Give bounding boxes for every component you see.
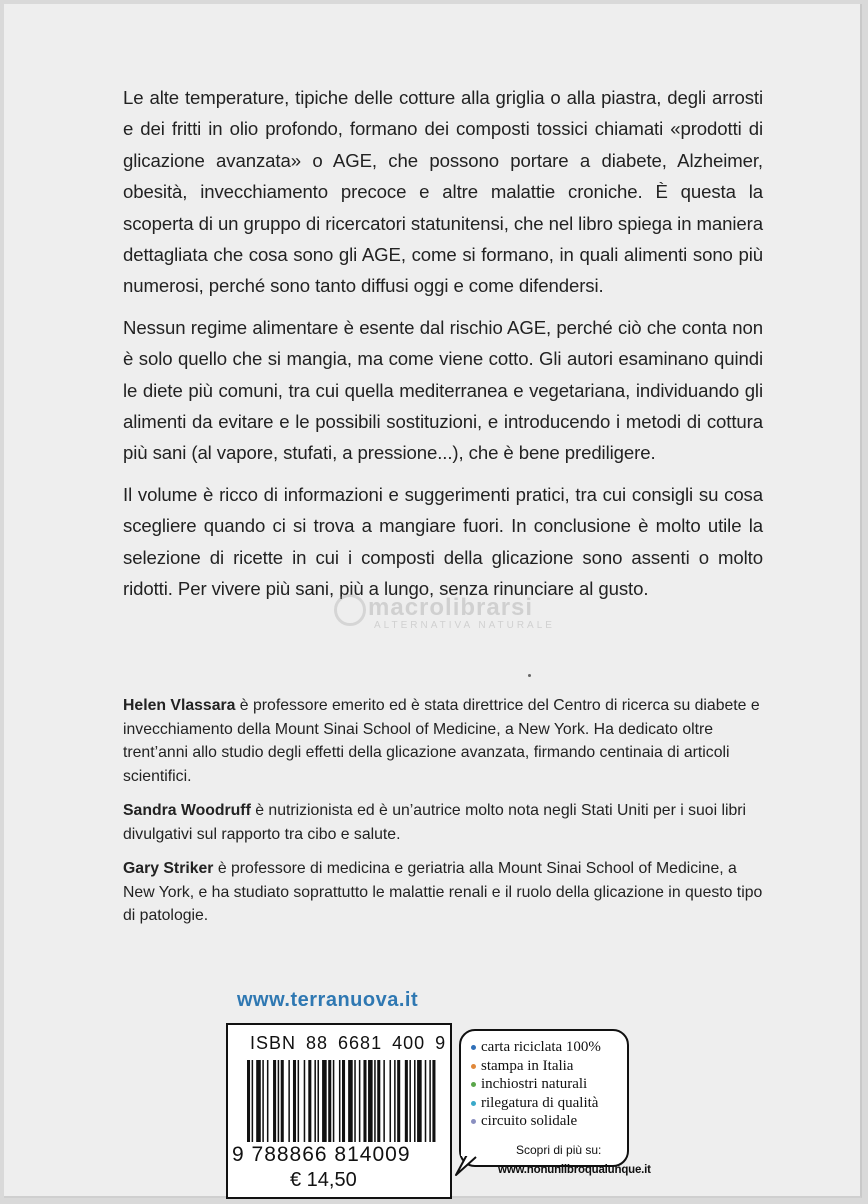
barcode-bar — [298, 1060, 300, 1142]
barcode-bar — [293, 1060, 296, 1142]
blurb-paragraph-2: Nessun regime alimentare è esente dal rischio AGE, perché ciò che conta non è solo quello che si mangia, ma come viene cotto. Gli autori esaminano quindi le diete più comuni, tra cui quella mediterranea e vegetariana, individuando gli alimenti da evitare e le possibili sostituzioni, e introducendo i metodi di cottura più sani (al vapore, stufati, a pressione...), che è bene prediligere. — [123, 316, 763, 464]
macrolibrarsi-watermark — [334, 594, 594, 636]
barcode-bar — [354, 1060, 356, 1142]
ean-number: 9 788866 814009 — [232, 1143, 411, 1166]
bullet-dot-icon — [471, 1119, 476, 1124]
eco-item-label: carta riciclata 100% — [481, 1039, 601, 1055]
eco-item-label: circuito solidale — [481, 1113, 578, 1130]
barcode-bar — [262, 1060, 264, 1142]
author-bio — [123, 857, 763, 928]
barcode-icon — [247, 1060, 437, 1142]
barcode-panel — [226, 1023, 452, 1199]
author-bio — [123, 799, 763, 846]
barcode-bar — [322, 1060, 327, 1142]
eco-list-item — [471, 1057, 627, 1076]
barcode-bar — [333, 1060, 335, 1142]
barcode-bar — [278, 1060, 280, 1142]
barcode-bar — [304, 1060, 306, 1142]
barcode-bar — [342, 1060, 345, 1142]
barcode-bar — [394, 1060, 396, 1142]
barcode-bar — [414, 1060, 416, 1142]
print-speck — [528, 674, 531, 677]
eco-list — [461, 1031, 627, 1131]
price: € 14,50 — [290, 1169, 357, 1191]
eco-list-item — [471, 1094, 627, 1113]
watermark-name: macrolibrarsi — [368, 594, 534, 621]
bullet-dot-icon — [471, 1064, 476, 1069]
bullet-dot-icon — [471, 1101, 476, 1106]
barcode-bar — [390, 1060, 392, 1142]
watermark-logo-icon — [334, 594, 366, 626]
isbn-number: ISBN 88 6681 400 9 — [250, 1033, 447, 1053]
author-name: Helen Vlassara — [123, 697, 236, 714]
barcode-bar — [363, 1060, 366, 1142]
author-name: Gary Striker — [123, 860, 214, 877]
barcode-bar — [383, 1060, 385, 1142]
barcode-bar — [252, 1060, 254, 1142]
barcode-bar — [328, 1060, 331, 1142]
scopri-label: Scopri di più su: — [516, 1143, 602, 1157]
eco-website-link[interactable]: www.nonunlibroqualunque.it — [498, 1164, 651, 1176]
barcode-bar — [348, 1060, 353, 1142]
author-bio-text: è nutrizionista ed è un’autrice molto nota negli Stati Uniti per i suoi libri divulgativi sul rapporto tra cibo e salute. — [123, 802, 747, 843]
barcode-bar — [317, 1060, 319, 1142]
barcode-bar — [247, 1060, 250, 1142]
barcode-bar — [273, 1060, 276, 1142]
author-bio-text: è professore emerito ed è stata direttrice del Centro di ricerca su diabete e invecchiamento della Mount Sinai School of Medicine, a New York. Ha dedicato oltre trent’anni allo studio degli effetti della glicazione avanzata, firmando centinaia di articoli scientifici. — [123, 697, 760, 785]
author-bio — [123, 694, 763, 788]
eco-item-label: rilegatura di qualità — [481, 1094, 599, 1111]
back-cover — [4, 4, 862, 1198]
barcode-bar — [368, 1060, 373, 1142]
bullet-dot-icon — [471, 1082, 476, 1087]
eco-list-item — [471, 1075, 627, 1094]
eco-list-item — [471, 1038, 627, 1057]
speech-bubble-tail-icon — [448, 1149, 478, 1179]
author-name: Sandra Woodruff — [123, 802, 251, 819]
barcode-bar — [429, 1060, 431, 1142]
barcode-bar — [339, 1060, 341, 1142]
blurb-paragraph-1: Le alte temperature, tipiche delle cotture alla griglia o alla piastra, degli arrosti e dei fritti in olio profondo, formano dei composti tossici chiamati «prodotti di glicazione avanzata» o AGE, che possono portare a diabete, Alzheimer, obesità, invecchiamento precoce e altre malattie croniche. È questa la scoperta di un gruppo di ricercatori statunitensi, che nel libro spiega in maniera dettagliata che cosa sono gli AGE, come si formano, in quali alimenti sono più numerosi, perché sono tanto diffusi oggi e come difendersi. — [123, 87, 763, 297]
barcode-bar — [417, 1060, 422, 1142]
author-bio-text: è professore di medicina e geriatria alla Mount Sinai School of Medicine, a New York, e ha studiato soprattutto le malattie renali e il ruolo della glicazione in questo tipo di patologie. — [123, 860, 763, 924]
eco-list-item — [471, 1112, 627, 1131]
blurb-paragraph-3: Il volume è ricco di informazioni e suggerimenti pratici, tra cui consigli su cosa scegliere quando ci si trova a mangiare fuori. In conclusione è molto utile la selezione di ricette in cui i composti della glicazione sono assenti o molto ridotti. Per vivere più sani, più a lungo, senza rinunciare al gusto. — [123, 483, 763, 600]
barcode-bar — [409, 1060, 411, 1142]
barcode-bar — [256, 1060, 261, 1142]
barcode-bar — [374, 1060, 376, 1142]
barcode-bar — [288, 1060, 290, 1142]
barcode-bar — [377, 1060, 380, 1142]
barcode-bar — [359, 1060, 361, 1142]
bullet-dot-icon — [471, 1045, 476, 1050]
watermark-tagline: ALTERNATIVA NATURALE — [374, 620, 555, 631]
barcode-bar — [397, 1060, 400, 1142]
barcode-bar — [314, 1060, 316, 1142]
publisher-website[interactable]: www.terranuova.it — [237, 989, 419, 1011]
barcode-bar — [267, 1060, 269, 1142]
author-bios — [123, 694, 763, 939]
eco-item-label: inchiostri naturali — [481, 1076, 588, 1093]
barcode-bar — [432, 1060, 435, 1142]
barcode-bar — [425, 1060, 427, 1142]
eco-info-bubble — [459, 1029, 629, 1167]
barcode-bar — [281, 1060, 284, 1142]
book-blurb — [123, 82, 763, 615]
barcode-bar — [308, 1060, 311, 1142]
barcode-bar — [405, 1060, 408, 1142]
eco-item-label: stampa in Italia — [481, 1057, 574, 1074]
